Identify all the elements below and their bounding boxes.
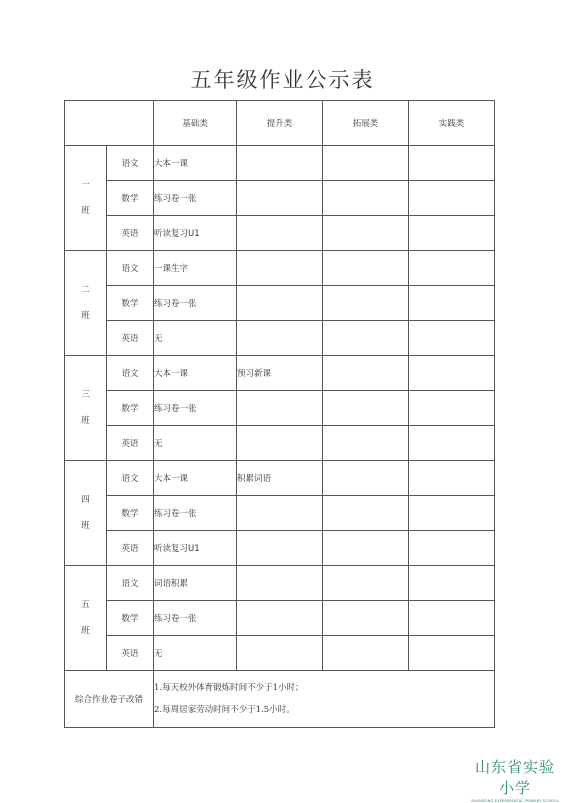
table-row — [65, 391, 495, 426]
extend-cell — [323, 461, 409, 496]
homework-table-body — [65, 101, 495, 728]
subject-cell: 英语 — [107, 321, 154, 356]
class-name: 三班 — [81, 390, 90, 426]
subject-cell: 数学 — [107, 181, 154, 216]
improve-cell — [237, 391, 323, 426]
extend-cell — [323, 286, 409, 321]
basic-cell: 练习卷一张 — [154, 181, 237, 216]
basic-cell: 词语积累 — [154, 566, 237, 601]
subject-cell: 数学 — [107, 601, 154, 636]
basic-cell: 无 — [154, 426, 237, 461]
subject-cell: 英语 — [107, 216, 154, 251]
basic-cell: 大本一课 — [154, 146, 237, 181]
extend-cell — [323, 601, 409, 636]
table-row — [65, 216, 495, 251]
page-title: 五年级作业公示表 — [190, 68, 375, 92]
basic-cell: 听读复习U1 — [154, 216, 237, 251]
header-extend: 拓展类 — [323, 101, 409, 146]
improve-cell — [237, 216, 323, 251]
table-row — [65, 601, 495, 636]
practice-cell — [409, 426, 495, 461]
note-line: 2.每周居家劳动时间不少于1.5小时。 — [154, 705, 295, 715]
extend-cell — [323, 531, 409, 566]
subject-cell: 语文 — [107, 566, 154, 601]
subject-cell: 语文 — [107, 146, 154, 181]
practice-cell — [409, 251, 495, 286]
notes-content — [154, 671, 495, 728]
table-row — [65, 321, 495, 356]
improve-cell — [237, 636, 323, 671]
subject-cell: 语文 — [107, 251, 154, 286]
improve-cell — [237, 146, 323, 181]
table-row — [65, 356, 495, 391]
table-row — [65, 461, 495, 496]
subject-cell: 语文 — [107, 356, 154, 391]
extend-cell — [323, 356, 409, 391]
class-name: 四班 — [81, 495, 90, 531]
practice-cell — [409, 181, 495, 216]
extend-cell — [323, 181, 409, 216]
extend-cell — [323, 391, 409, 426]
homework-table — [64, 100, 495, 728]
basic-cell: 大本一课 — [154, 356, 237, 391]
practice-cell — [409, 601, 495, 636]
logo-name-cn: 山东省实验小学 — [474, 758, 555, 797]
improve-cell — [237, 251, 323, 286]
table-row — [65, 251, 495, 286]
practice-cell — [409, 461, 495, 496]
table-row — [65, 531, 495, 566]
practice-cell — [409, 356, 495, 391]
subject-cell: 数学 — [107, 286, 154, 321]
basic-cell: 练习卷一张 — [154, 496, 237, 531]
extend-cell — [323, 251, 409, 286]
improve-cell — [237, 286, 323, 321]
basic-cell: 大本一课 — [154, 461, 237, 496]
extend-cell — [323, 496, 409, 531]
logo-name-en: SHANDONG EXPERIMENTAL PRIMARY SCHOOL — [471, 799, 559, 803]
subject-cell: 语文 — [107, 461, 154, 496]
improve-cell — [237, 321, 323, 356]
class-name-cell — [65, 356, 107, 461]
table-row — [65, 496, 495, 531]
table-row — [65, 426, 495, 461]
header-row — [65, 101, 495, 146]
table-row — [65, 181, 495, 216]
improve-cell: 积累词语 — [237, 461, 323, 496]
basic-cell: 听读复习U1 — [154, 531, 237, 566]
corner-cell — [65, 101, 154, 146]
practice-cell — [409, 496, 495, 531]
subject-cell: 英语 — [107, 531, 154, 566]
class-name-cell — [65, 461, 107, 566]
notes-row — [65, 671, 495, 728]
class-name: 五班 — [81, 600, 90, 636]
basic-cell: 练习卷一张 — [154, 286, 237, 321]
basic-cell: 练习卷一张 — [154, 601, 237, 636]
table-row — [65, 636, 495, 671]
basic-cell: 一课生字 — [154, 251, 237, 286]
subject-cell: 数学 — [107, 391, 154, 426]
basic-cell: 无 — [154, 636, 237, 671]
class-name: 二班 — [81, 285, 90, 321]
class-name-cell — [65, 251, 107, 356]
improve-cell: 预习新课 — [237, 356, 323, 391]
header-practice: 实践类 — [409, 101, 495, 146]
improve-cell — [237, 181, 323, 216]
extend-cell — [323, 636, 409, 671]
practice-cell — [409, 531, 495, 566]
table-row — [65, 146, 495, 181]
table-row — [65, 286, 495, 321]
improve-cell — [237, 601, 323, 636]
practice-cell — [409, 216, 495, 251]
practice-cell — [409, 321, 495, 356]
subject-cell: 英语 — [107, 636, 154, 671]
header-basic: 基础类 — [154, 101, 237, 146]
subject-cell: 英语 — [107, 426, 154, 461]
class-name: 一班 — [81, 180, 90, 216]
extend-cell — [323, 216, 409, 251]
practice-cell — [409, 636, 495, 671]
improve-cell — [237, 566, 323, 601]
practice-cell — [409, 146, 495, 181]
practice-cell — [409, 391, 495, 426]
header-improve: 提升类 — [237, 101, 323, 146]
notes-label: 综合作业卷子改错 — [65, 671, 154, 728]
school-logo — [470, 756, 560, 803]
basic-cell: 练习卷一张 — [154, 391, 237, 426]
extend-cell — [323, 426, 409, 461]
extend-cell — [323, 146, 409, 181]
class-name-cell — [65, 566, 107, 671]
improve-cell — [237, 531, 323, 566]
practice-cell — [409, 566, 495, 601]
table-row — [65, 566, 495, 601]
extend-cell — [323, 566, 409, 601]
note-line: 1.每天校外体育锻炼时间不少于1小时； — [154, 683, 304, 693]
basic-cell: 无 — [154, 321, 237, 356]
practice-cell — [409, 286, 495, 321]
improve-cell — [237, 496, 323, 531]
subject-cell: 数学 — [107, 496, 154, 531]
class-name-cell — [65, 146, 107, 251]
improve-cell — [237, 426, 323, 461]
extend-cell — [323, 321, 409, 356]
